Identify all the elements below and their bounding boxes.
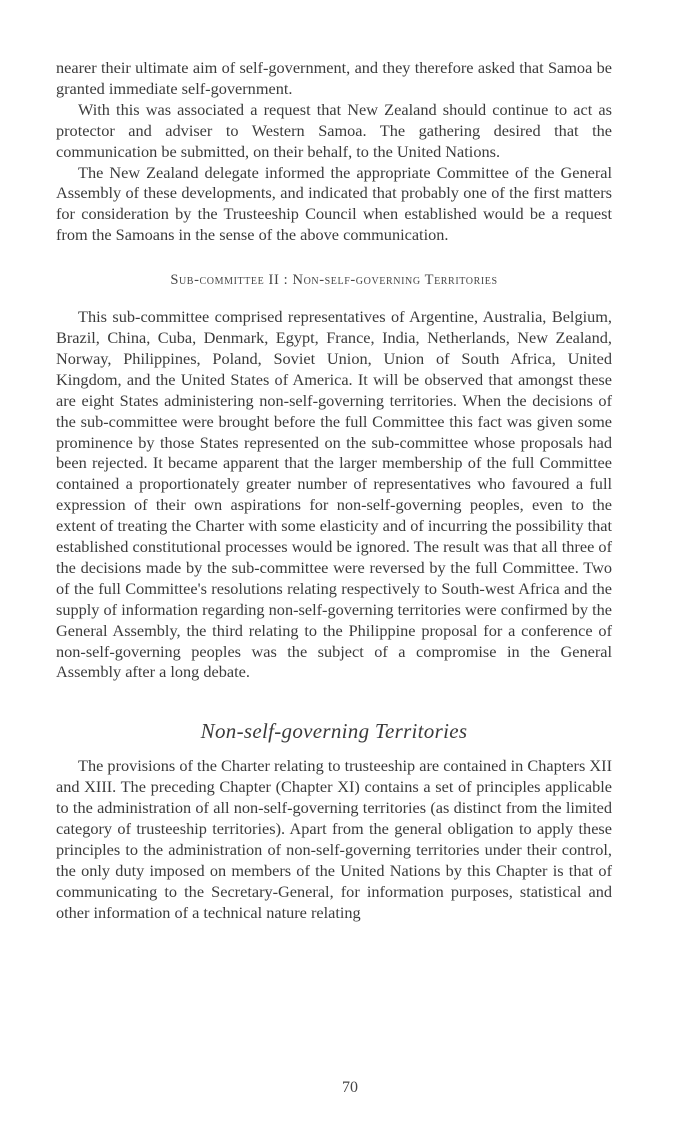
page-number: 70	[342, 1079, 358, 1096]
paragraph-protector-request: With this was associated a request that New Zealand should continue to act as protector and adviser to Western Samoa. The gathering desired that the communication be submitted, on their behalf, to the United Nations.	[56, 99, 612, 161]
paragraph-subcommittee: This sub-committee comprised representatives of Argentine, Australia, Belgium, Brazil, China, Cuba, Denmark, Egypt, France, India, Netherlands, New Zealand, Norway, Philippines, Poland, Soviet Union, Union of South Africa, United Kingdom, and the United States of America. It will be observed that amongst these are eight States administering non-self-governing territories. When the decisions of the sub-committee were brought before the full Committee this fact was given some prominence by those States represented on the sub-committee whose proposals had been rejected. It became apparent that the larger membership of the full Committee contained a proportionately greater number of representatives who favoured a full expression of their own aspirations for non-self-governing peoples, even to the extent of treating the Charter with some elasticity and of incurring the possibility that established constitutional processes would be ignored. The result was that all three of the decisions made by the sub-committee were reversed by the full Committee. Two of the full Committee's resolutions relating respectively to South-west Africa and the supply of information regarding non-self-governing territories were confirmed by the General Assembly, the third relating to the Philippine proposal for a conference of non-self-governing peoples was the subject of a compromise in the General Assembly after a long debate.	[56, 307, 612, 682]
document-page	[56, 58, 612, 924]
subcommittee-heading: Sub-committee II : Non-self-governing Territories	[170, 272, 498, 289]
paragraph-nz-delegate: The New Zealand delegate informed the appropriate Committee of the General Assembly of these developments, and indicated that probably one of the first matters for consideration by the Trusteeship Council when established would be a request from the Samoans in the sense of the above communication.	[56, 162, 612, 245]
paragraph-samoa-continued: nearer their ultimate aim of self-government, and they therefore asked that Samoa be granted immediate self-government.	[56, 58, 612, 98]
paragraph-charter-provisions: The provisions of the Charter relating to trusteeship are contained in Chapters XII and XIII. The preceding Chapter (Chapter XI) contains a set of principles applicable to the administration of all non-self-governing territories (as distinct from the limited category of trusteeship territories). Apart from the general obligation to apply these principles to the administration of non-self-governing territories under their control, the only duty imposed on members of the United Nations by this Chapter is that of communicating to the Secretary-General, for information purposes, statistical and other information of a technical nature relating	[56, 756, 612, 922]
section-heading: Non-self-governing Territories	[200, 719, 468, 744]
